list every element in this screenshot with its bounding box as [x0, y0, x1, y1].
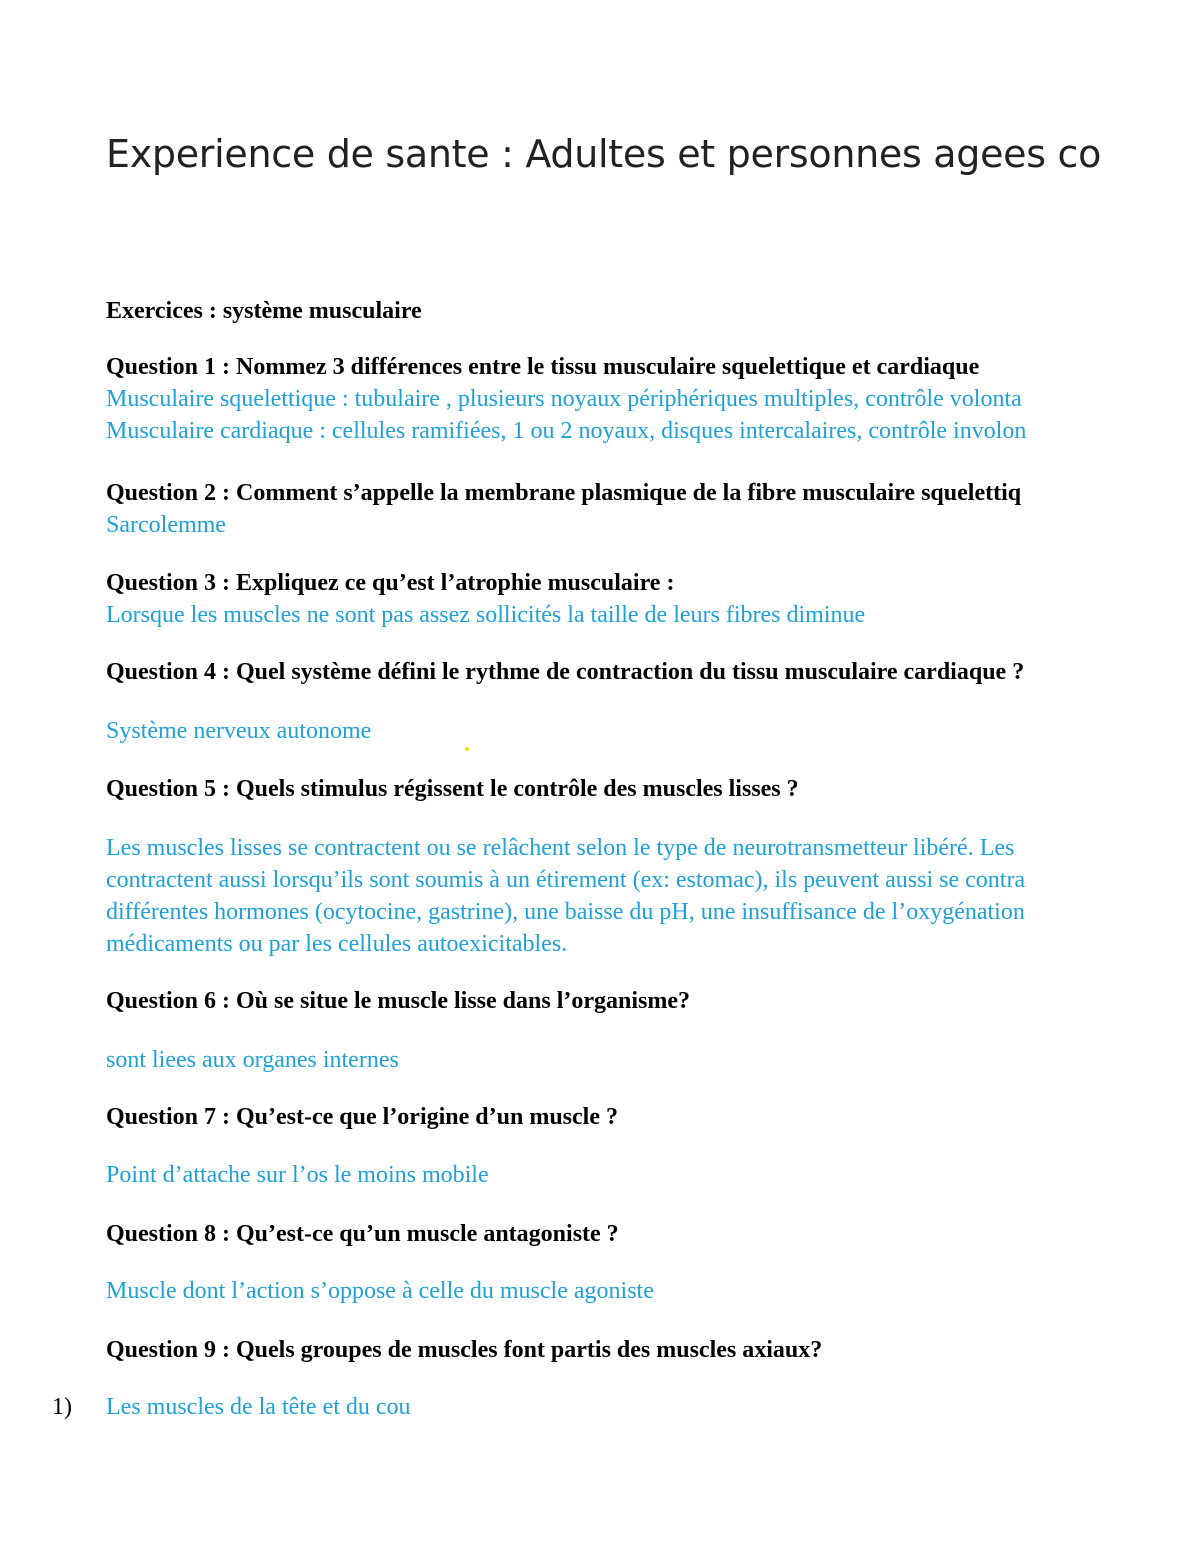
question-7: Question 7 : Qu’est-ce que l’origine d’un muscle ?: [106, 1104, 618, 1130]
answer-9-item-1: Les muscles de la tête et du cou: [106, 1394, 411, 1420]
answer-5-line-2: contractent aussi lorsqu’ils sont soumis à un étirement (ex: estomac), ils peuvent aussi se contra: [106, 867, 1026, 893]
question-6: Question 6 : Où se situe le muscle lisse dans l’organisme?: [106, 988, 691, 1014]
answer-1-line-2: Musculaire cardiaque : cellules ramifiées, 1 ou 2 noyaux, disques intercalaires, contrôle involon: [106, 418, 1027, 444]
answer-5-line-1: Les muscles lisses se contractent ou se relâchent selon le type de neurotransmetteur libéré. Les: [106, 835, 1015, 861]
question-9: Question 9 : Quels groupes de muscles font partis des muscles axiaux?: [106, 1337, 823, 1363]
question-8: Question 8 : Qu’est-ce qu’un muscle antagoniste ?: [106, 1221, 619, 1247]
document-title: Experience de sante : Adultes et personnes agees co: [106, 132, 1102, 176]
answer-5-line-4: médicaments ou par les cellules autoexicitables.: [106, 931, 568, 957]
answer-7: Point d’attache sur l’os le moins mobile: [106, 1162, 489, 1188]
question-4: Question 4 : Quel système défini le rythme de contraction du tissu musculaire cardiaque ?: [106, 659, 1025, 685]
question-1: Question 1 : Nommez 3 différences entre le tissu musculaire squelettique et cardiaque: [106, 354, 980, 380]
question-3: Question 3 : Expliquez ce qu’est l’atrophie musculaire :: [106, 570, 675, 596]
answer-5-line-3: différentes hormones (ocytocine, gastrine), une baisse du pH, une insuffisance de l’oxygénation: [106, 899, 1025, 925]
question-2: Question 2 : Comment s’appelle la membrane plasmique de la fibre musculaire squelettiq: [106, 480, 1022, 506]
answer-3: Lorsque les muscles ne sont pas assez sollicités la taille de leurs fibres diminue: [106, 602, 866, 628]
list-marker: 1): [52, 1394, 72, 1420]
question-5: Question 5 : Quels stimulus régissent le contrôle des muscles lisses ?: [106, 776, 799, 802]
answer-8: Muscle dont l’action s’oppose à celle du muscle agoniste: [106, 1278, 654, 1304]
answer-6: sont liees aux organes internes: [106, 1047, 399, 1073]
answer-2: Sarcolemme: [106, 512, 226, 538]
answer-4: Système nerveux autonome: [106, 718, 372, 744]
answer-1-line-1: Musculaire squelettique : tubulaire , plusieurs noyaux périphériques multiples, contrôle volonta: [106, 386, 1022, 412]
section-heading: Exercices : système musculaire: [106, 298, 422, 324]
stray-mark-dot: [465, 747, 469, 751]
